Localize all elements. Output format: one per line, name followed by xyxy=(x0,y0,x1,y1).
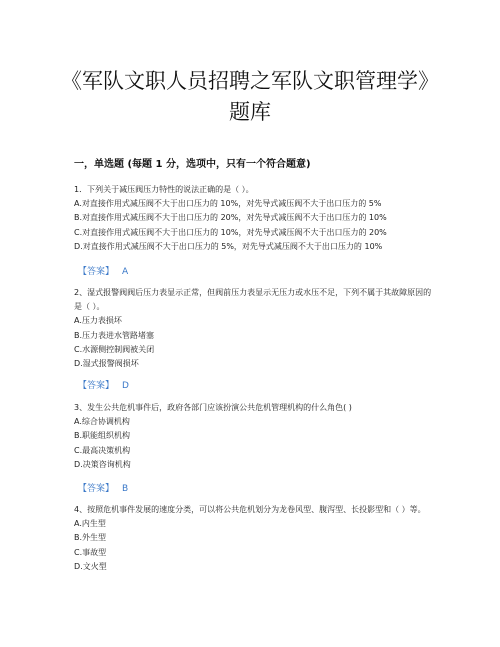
question-stem: 1．下列关于减压阀压力特性的说法正确的是（ ）。 xyxy=(74,185,254,194)
option-a: A.压力表损坏 xyxy=(74,316,122,326)
option-a: A.综合协调机构 xyxy=(74,417,130,427)
question-stem: 2、湿式报警阀阀后压力表显示正常，但阀前压力表显示无压力或水压不足，下列不属于其故障原因的是（ ）。 xyxy=(74,288,432,312)
answer-label: 【答案】 xyxy=(78,484,115,494)
option-a: A.对直接作用式减压阀不大于出口压力的 10%，对先导式减压阀不大于出口压力的 5% xyxy=(74,199,382,209)
question-3 xyxy=(74,401,434,472)
answer-2 xyxy=(78,378,129,391)
answer-label: 【答案】 xyxy=(78,381,115,391)
option-d: D.决策咨询机构 xyxy=(74,459,131,469)
answer-value: B xyxy=(122,484,129,494)
question-stem: 3、发生公共危机事件后，政府各部门应该扮演公共危机管理机构的什么角色( ) xyxy=(74,403,352,412)
option-c: C.水源侧控制阀被关闭 xyxy=(74,344,155,354)
option-d: D.文火型 xyxy=(74,561,107,571)
document-title: 《军队文职人员招聘之军队文职管理学》题库 xyxy=(61,69,439,124)
answer-label: 【答案】 xyxy=(78,267,115,277)
option-b: B.对直接作用式减压阀不大于出口压力的 20%，对先导式减压阀不大于出口压力的 10% xyxy=(74,213,387,223)
question-2 xyxy=(74,286,434,371)
option-b: B.职能组织机构 xyxy=(74,431,131,441)
question-stem: 4、按照危机事件发展的速度分类，可以将公共危机划分为龙卷风型、腹泻型、长投影型和（ ）等。 xyxy=(74,505,426,514)
option-b: B.压力表进水管路堵塞 xyxy=(74,330,155,340)
option-c: C.对直接作用式减压阀不大于出口压力的 10%，对先导式减压阀不大于出口压力的 20% xyxy=(74,227,387,237)
section-heading: 一，单选题 (每题 1 分，选项中，只有一个符合题意) xyxy=(74,159,311,170)
answer-value: D xyxy=(122,381,129,391)
question-4 xyxy=(74,503,434,574)
option-b: B.外生型 xyxy=(74,533,107,543)
answer-3 xyxy=(78,481,128,494)
option-a: A.内生型 xyxy=(74,519,106,529)
answer-1 xyxy=(78,264,128,277)
answer-value: A xyxy=(122,267,129,277)
option-d: D.湿式报警阀损坏 xyxy=(74,359,139,369)
option-c: C.事故型 xyxy=(74,547,107,557)
option-c: C.最高决策机构 xyxy=(74,445,131,455)
option-d: D.对直接作用式减压阀不大于出口压力的 5%，对先导式减压阀不大于出口压力的 10% xyxy=(74,241,383,251)
question-1 xyxy=(74,183,434,254)
